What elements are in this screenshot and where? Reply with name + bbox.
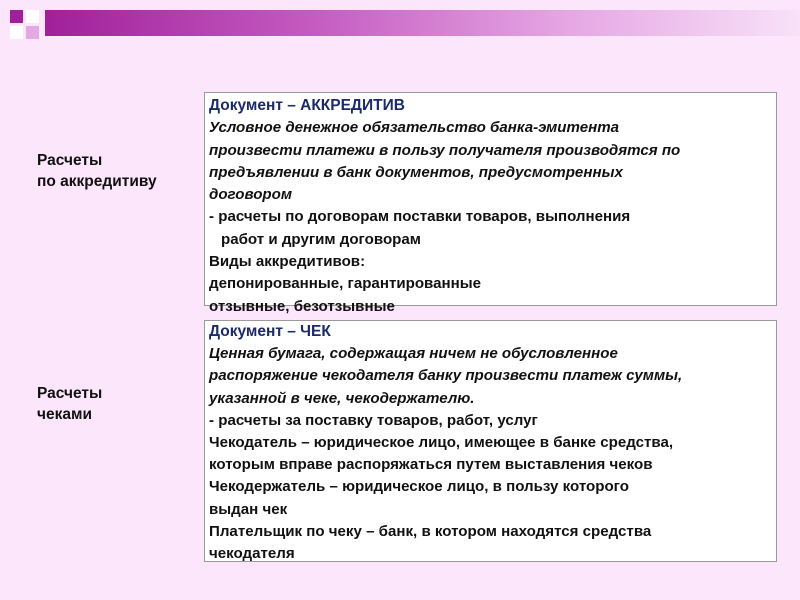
usage-line: - расчеты по договорам поставки товаров, выполнения [209, 208, 631, 226]
definition-line: Ценная бумага, содержащая ничем не обусловленное [209, 345, 618, 363]
types-line: отзывные, безотзывные [209, 297, 395, 315]
label-cheques [37, 383, 102, 425]
definition-line: Условное денежное обязательство банка-эмитента [209, 119, 620, 137]
body-line: Чекодатель – юридическое лицо, имеющее в банке средства, [209, 434, 674, 452]
types-heading: Виды аккредитивов: [209, 253, 366, 271]
label-line: чеками [37, 406, 92, 423]
label-letter-of-credit [37, 150, 157, 192]
body-line: выдан чек [209, 500, 288, 518]
usage-line: работ и другим договорам [221, 230, 421, 248]
decor-square-pink [26, 26, 39, 39]
body-line: Чекодержатель – юридическое лицо, в пользу которого [209, 478, 629, 496]
decor-square-purple [10, 10, 23, 23]
decor-square-white [26, 10, 39, 23]
label-line: Расчеты [37, 385, 103, 402]
cheque-box [204, 320, 777, 562]
body-line: которым вправе распоряжаться путем выставления чеков [209, 456, 653, 474]
body-line: - расчеты за поставку товаров, работ, услуг [209, 411, 538, 429]
body-line: Плательщик по чеку – банк, в котором находятся средства [209, 522, 652, 540]
decor-square-white [10, 26, 23, 39]
label-line: по аккредитиву [37, 173, 157, 190]
letter-of-credit-box [204, 92, 777, 315]
box-title: Документ – АККРЕДИТИВ [209, 97, 405, 114]
types-line: депонированные, гарантированные [209, 275, 482, 293]
header-gradient-bar [45, 10, 800, 36]
label-line: Расчеты [37, 152, 103, 169]
box-title: Документ – ЧЕК [209, 323, 331, 340]
definition-line: произвести платежи в пользу получателя производятся по [209, 141, 681, 159]
definition-line: предъявлении в банк документов, предусмотренных [209, 163, 623, 181]
definition-line: указанной в чеке, чекодержателю. [209, 389, 475, 407]
definition-line: договором [209, 186, 293, 204]
body-line: чекодателя [209, 545, 295, 563]
definition-line: распоряжение чекодателя банку произвести платеж суммы, [209, 367, 683, 385]
